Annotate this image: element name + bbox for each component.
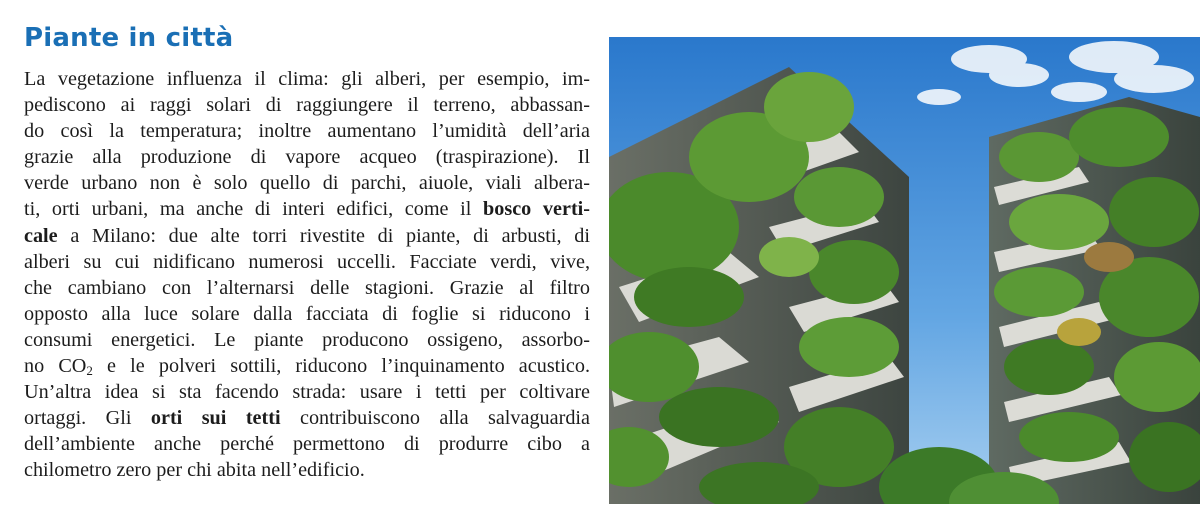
text-line: verde urbano non è solo quello di parchi, aiuole, viali albera- — [24, 172, 590, 195]
text-line: do così la temperatura; inoltre aumentano l’umidità dell’aria — [24, 120, 590, 143]
keyword-bosco-verticale: bosco verti- — [483, 198, 590, 221]
bosco-verticale-photo — [609, 37, 1200, 504]
text-line: consumi energetici. Le piante producono ossigeno, assorbo- — [24, 328, 590, 351]
article-paragraph — [24, 66, 590, 484]
text-line: Un’altra idea si sta facendo strada: usare i tetti per coltivare — [24, 381, 590, 404]
text-line: La vegetazione influenza il clima: gli alberi, per esempio, im- — [24, 68, 590, 90]
text-line: alberi su cui nidificano numerosi uccelli. Facciate verdi, vive, — [24, 250, 590, 273]
text-line: opposto alla luce solare dalla facciata di foglie si riducono i — [24, 302, 590, 325]
text-line: pediscono ai raggi solari di raggiungere il terreno, abbassan- — [24, 94, 590, 117]
text-line: no $CO_2$ e le polveri sottili, riducono l’inquinamento acustico. — [24, 355, 590, 379]
text-line: ortaggi. Gli orti sui tetti contribuiscono alla salvaguardia — [24, 407, 590, 430]
keyword-bosco-verticale-end: cale — [24, 224, 58, 247]
text-line: che cambiano con l’alternarsi delle stagioni. Grazie al filtro — [24, 276, 590, 299]
right-tower — [989, 97, 1200, 504]
text-line: dell’ambiente anche perché permettono di produrre cibo a — [24, 433, 590, 456]
text-line: grazie alla produzione di vapore acqueo (traspirazione). Il — [24, 146, 590, 169]
co2-subscript: 2 — [86, 363, 93, 379]
keyword-orti-sui-tetti: orti sui tetti — [150, 407, 281, 430]
page-title: Piante in città — [24, 23, 234, 53]
text-line: chilometro zero per chi abita nell’edificio. — [24, 459, 365, 482]
text-line: ti, orti urbani, ma anche di interi edifici, come il bosco verti- — [24, 198, 590, 221]
text-line: cale a Milano: due alte torri rivestite di piante, di arbusti, di — [24, 224, 590, 247]
